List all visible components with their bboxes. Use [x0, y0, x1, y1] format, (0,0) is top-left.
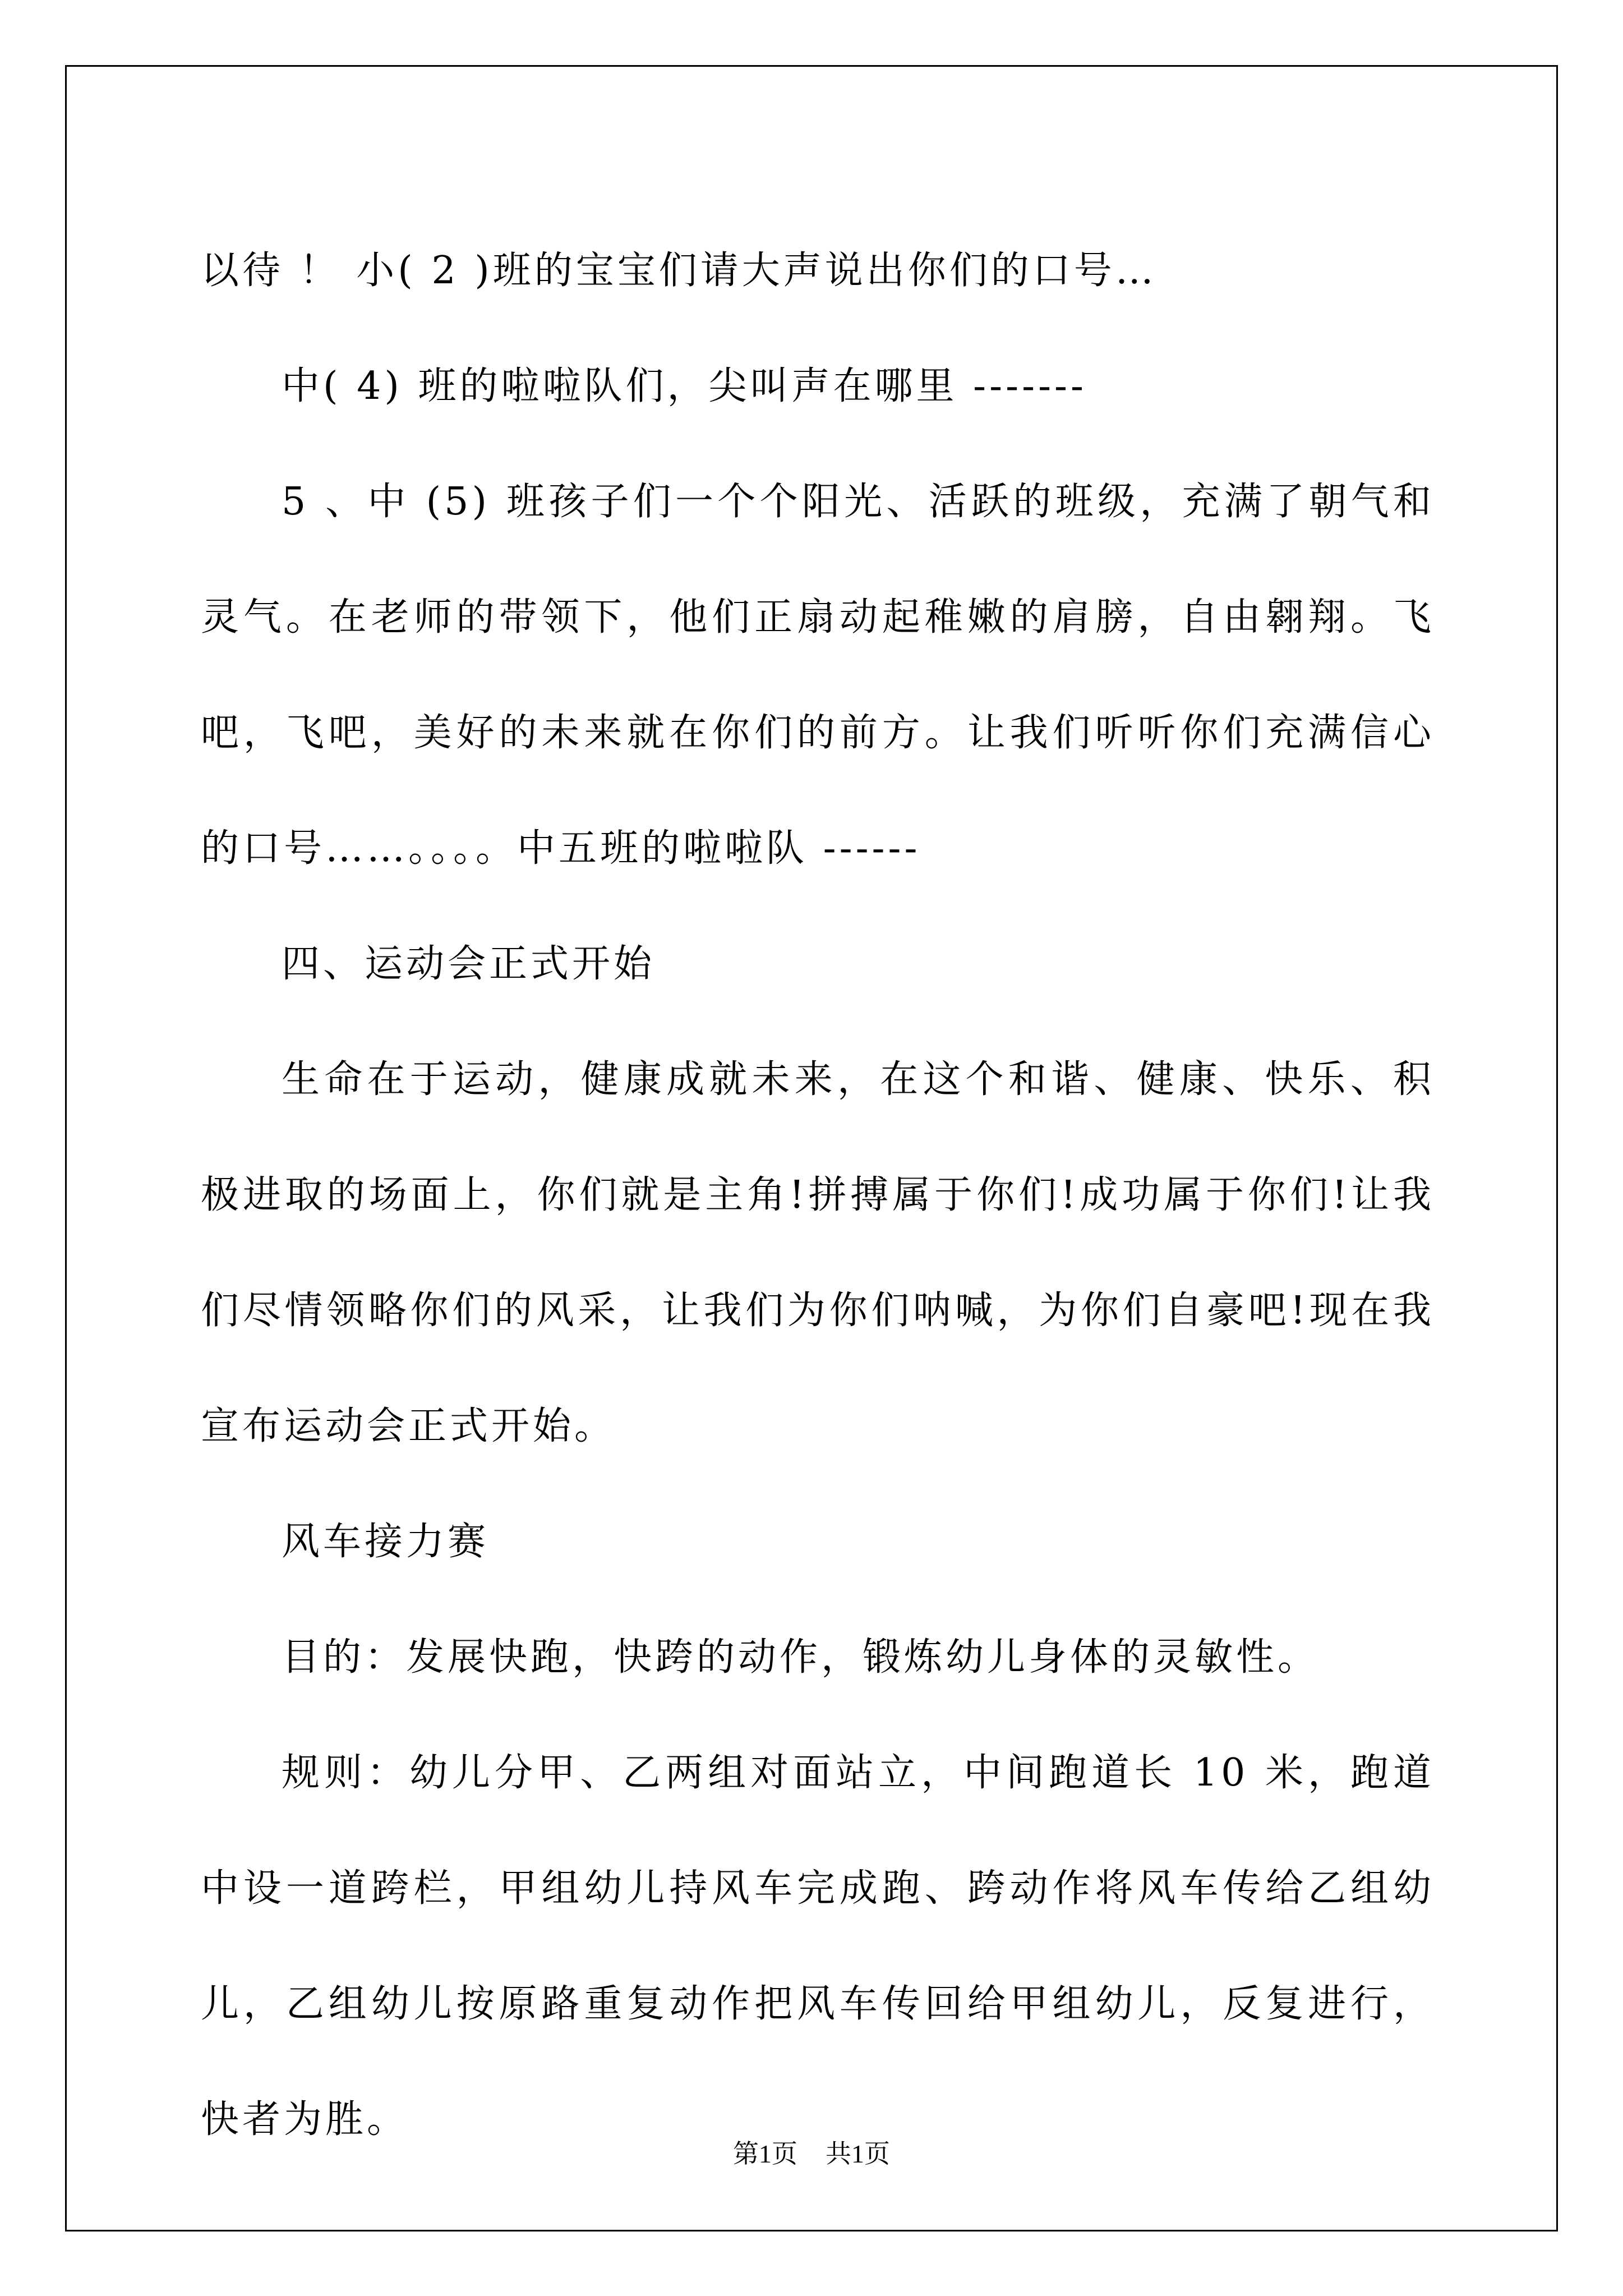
- section-heading-sports-meet-start: 四、运动会正式开始: [282, 942, 656, 986]
- total-pages: 共1页: [826, 2139, 890, 2168]
- paragraph-5: 生命在于运动，健康成就未来，在这个和谐、健康、快乐、积极进取的场面上，你们就是主角!拼搏属于你们!成功属于你们!让我们尽情领略你们的风采，让我们为你们呐喊，为你们自豪吧!现在我宣布运动会正式开始。: [201, 1057, 1435, 1448]
- paragraph-2: 中( 4) 班的啦啦队们，尖叫声在哪里 -------: [282, 364, 1087, 408]
- paragraph-3: 5 、中 (5) 班孩子们一个个阳光、活跃的班级，充满了朝气和灵气。在老师的带领下，他们正扇动起稚嫩的肩膀，自由翱翔。飞吧，飞吧，美好的未来就在你们的前方。让我们听听你们充满信心的口号……。。。。中五班的啦啦队 ------: [201, 480, 1435, 871]
- page-footer: [0, 2137, 1623, 2171]
- activity-title-windmill-relay: 风车接力赛: [282, 1520, 490, 1564]
- activity-purpose: 目的：发展快跑，快跨的动作，锻炼幼儿身体的灵敏性。: [282, 1635, 1320, 1680]
- activity-rules: 规则：幼儿分甲、乙两组对面站立，中间跑道长 10 米，跑道中设一道跨栏，甲组幼儿持风车完成跑、跨动作将风车传给乙组幼儿，乙组幼儿按原路重复动作把风车传回给甲组幼儿，反复进行，快者为胜。: [201, 1751, 1435, 2142]
- page-number: 第1页: [733, 2139, 797, 2168]
- document-body: [201, 213, 1435, 2178]
- paragraph-1: 以待 ！ 小( 2 )班的宝宝们请大声说出你们的口号…: [201, 249, 1157, 293]
